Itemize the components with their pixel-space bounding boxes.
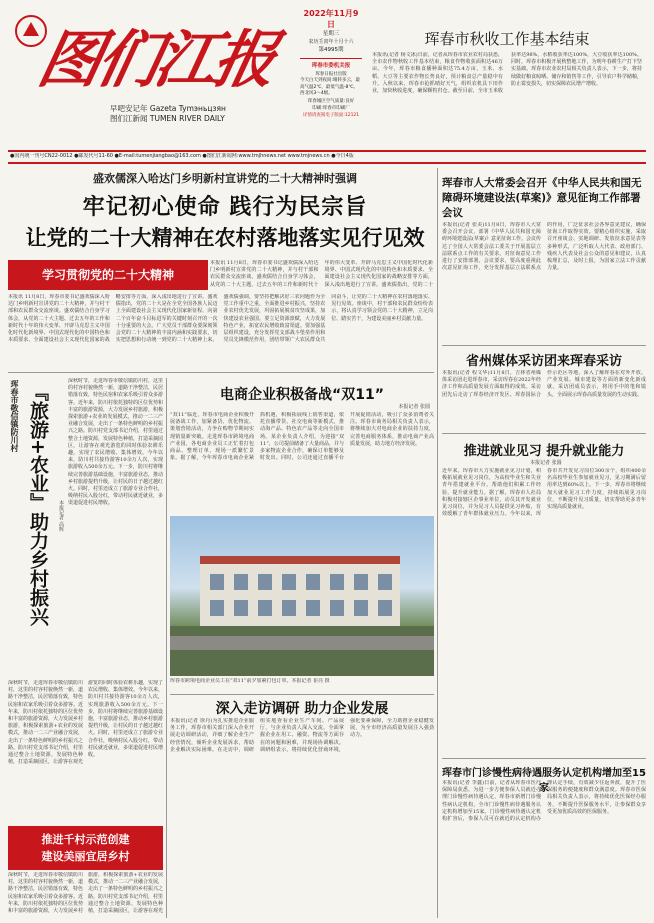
study-section-label: 学习贯彻党的二十大精神 (8, 260, 208, 290)
banner-headline-1: 牢记初心使命 践行为民宗旨 (82, 195, 368, 220)
banner-headline-2: 让党的二十大精神在农村落地落实见行见效 (25, 226, 425, 250)
provincial-media-body: 本报讯(记者 程文华)11月8日，吉林省州媒体采访团走进珲春市，采访珲春在2022年经济工作和高质量发展方面取得的成效。采访团先后走访了珲春经济开发区、珲春国际合作示范区等地，深入了解珲春在对外开放、产业发展、城市建设等方面的新变化新成就。采访团成员表示，将用手中的笔和镜头，全面展示珲春高质量发展的生动实践。 (442, 370, 646, 398)
banner-kicker: 盛欢儒深入哈达门乡明新村宣讲党的二十大精神时强调 (93, 172, 357, 185)
weather-line-2: 今天白天到夜间:晴转多云，最高气温2℃，最低气温-8℃。西北风3～4级。 (300, 78, 361, 96)
npc-meeting-body: 本报讯(记者 张美)11月8日，珲春市人大常委会召开会议，部署《中华人民共和国无障碍环境建设法(草案)》意见征询工作。会议传达了全国人大常委会法工委关于开展基层立法联系点工作的有关要求，对征询意见工作进行了安排部署。会议要求，要高度重视此次意见征询工作，充分发挥基层立法联系点的作用，广泛征求社会各界意见建议，确保征询工作取得实效。要精心组织实施，采取召开座谈会、实地调研、发放征求意见表等多种形式，广泛听取人大代表、政府部门、残疾人代表及社会公众的意见和建议，认真梳理汇总，及时上报，为国家立法工作贡献力量。 (442, 222, 646, 272)
promo-line-2: 建设美丽宜居乡村 (41, 850, 130, 863)
issue-number: 第4995期 (318, 47, 344, 53)
masthead (0, 0, 654, 150)
enterprise-visit-body: 本报讯(记者 徐丹)为扎实推进企业服务工作，珲春市相关部门深入企业开展走访调研活动，详细了解企业生产经营情况，倾听企业发展诉求，帮助企业解决实际困难。在走访中，调研组实地查看企业生产车间、产品展厅，与企业负责人深入交流，全面掌握企业在用工、融资、物流等方面存在的问题和困难，并现场协调解决。调研组表示，将持续优化营商环境，强化要素保障，全力助推企业稳健发展，为全市经济高质量发展注入强劲动力。 (170, 718, 434, 753)
village-byline: 本报记者 高辉 (58, 500, 64, 532)
top-right-article-body: 本报讯(记者 杨文冰)日前，记者从珲春市农业农村局获悉，全市农作物秋收工作基本结束，粮食作物收获面积达46万亩。今年，珲春市粮食播种面积达75.4万亩，玉米、水稻、大豆等主要农作物长势良好，预计粮食总产量稳中有升。入秋以来，珲春市抢抓晴好天气，组织农机具下田作业，加快秋收进度，确保颗粒归仓。截至目前，全市玉米收获率达98%，水稻收获率达100%，大豆收获率达100%。同时，珲春市积极开展秋整地工作，为明年春耕生产打下坚实基础。珲春市农业农村局相关负责人表示，下一步，将持续做好粮食晾晒、储存和销售等工作，引导农户科学储粮，防止霉变损失，切实保障农民增产增收。 (372, 52, 642, 95)
issue-weekday: 星期三 (322, 31, 340, 37)
provincial-media-headline: 省州媒体采访团来珲春采访 (465, 354, 622, 369)
village-vertical-headline: 『旅游+农业』助力乡村振兴 (27, 382, 49, 626)
bottom-left-promo-body: 深秋时节，走进珲春市敬信镇防川村，这里的村容村貌焕然一新，道路干净整洁，民居错落有致，特色民宿和农家乐吸引着众多游客。近年来，防川村依托独特的区位优势和丰富的旅游资源，大力发展乡村旅游，积极探索旅游+农业的发展模式，推动一二三产业融合发展，走出了一条特色鲜明的乡村振兴之路。防川村党支部书记介绍，村里通过整合土地资源，发展特色种植，打造采摘园区，让游客在观光 (8, 872, 163, 915)
issue-date-block (300, 8, 362, 140)
ecommerce-article-body: “双11”临近，珲春市电商企业积极开展备战工作，加紧备货、优化物流、策划营销活动，力争在购物节期间实现销量新突破。走进珲春市跨境电商产业园，各电商企业员工正忙着打包商品、整理订单，现场一派繁忙景象。据了解，今年珲春市电商企业紧抓机遇，积极拓展线上销售渠道，依托直播带货、社交电商等新模式，推动海产品、特色农产品等走向全国市场。某企业负责人介绍，为迎接“双11”，公司提前储备了大量商品，并与多家物流企业合作，确保订单能够及时发出。同时，公司还通过直播平台开展促销活动，吸引了众多消费者关注。珲春市商务局相关负责人表示，将继续加大对电商企业的扶持力度，完善电商服务体系，推动电商产业高质量发展，助力地方经济发展。 (170, 412, 434, 462)
newspaper-logo: 图们江报 (32, 23, 280, 96)
promo-line-1: 推进千村示范创建 (41, 833, 130, 846)
employment-headline: 推进就业见习 提升就业能力 (463, 444, 625, 459)
info-bar: ●国内统一刊号CN22-0012 ●邮发代号11-60 ●E-mail:tumenjiangbao@163.com ●图们江新闻网:www.tmjhnews.net www.tmjnews.cn ●今日4版 (10, 153, 354, 159)
issue-lunar: 农历壬寅年十月十六 (308, 39, 354, 45)
employment-byline: 本报记者 张圆 (530, 460, 562, 466)
ecommerce-byline: 本报记者 张圆 (398, 404, 430, 410)
top-right-headline: 珲春市秋收工作基本结束 (424, 30, 590, 48)
village-article-body-lower: 深秋时节，走进珲春市敬信镇防川村，这里的村容村貌焕然一新，道路干净整洁，民居错落有致，特色民宿和农家乐吸引着众多游客。近年来，防川村依托独特的区位优势和丰富的旅游资源，大力发展乡村旅游，积极探索旅游+农业的发展模式，推动一二三产业融合发展，走出了一条特色鲜明的乡村振兴之路。防川村党支部书记介绍，村里通过整合土地资源，发展特色种植，打造采摘园区，让游客在观光游览的同时体验农耕乐趣，实现了农民增收、集体增效。今年以来，防川村共接待游客10余万人次，实现旅游收入500余万元。下一步，防川村将继续完善旅游基础设施，丰富旅游业态，推动乡村旅游提档升级，让村民的日子越过越红火。同时，村里还成立了旅游专业合作社，吸纳村民入股分红，带动村民就近就业，多渠道促进村民增收。 (8, 680, 163, 766)
issue-date: 2022年11月9日 (303, 9, 359, 29)
employment-body: 近年来，珲春市大力实施就业见习计划，积极拓展就业见习岗位，为高校毕业生和失业青年搭建就业平台，帮助他们积累工作经验，提升就业能力。据了解，珲春市人社局积极对接辖区企事业单位，动员其开发就业见习岗位，并为见习人员提供见习补贴，有效缓解了青年群体就业压力。今年以来，珲春市共开发见习岗位300余个，组织400余名高校毕业生参加就业见习，见习期满后留用率达到60%以上。下一步，珲春市将继续加大就业见习工作力度，持续拓展见习岗位，不断提升见习质量，切实帮助更多青年实现高质量就业。 (442, 468, 646, 518)
ecommerce-photo (170, 516, 434, 676)
print-info: 印刷:珲春市印刷厂 (312, 105, 350, 111)
enterprise-visit-headline: 深入走访调研 助力企业发展 (215, 701, 389, 717)
outpatient-headline: 珲春市门诊慢性病待遇服务认定机构增加至15家 (442, 768, 646, 794)
electronic-edition-note: 详情请查阅电子版面:12121 (302, 112, 360, 118)
bottom-left-promo (8, 826, 163, 870)
outpatient-body: 本报讯(记者 李鑫)日前，记者从珲春市医疗保障局获悉，为进一步方便参保人员就近办理门诊慢性病待遇认定，珲春市新增门诊慢性病认定机构，全市门诊慢性病待遇服务认定机构增加至15家。门诊慢性病待遇认定机构扩容后，参保人员可在就近的认定机构办理认定手续，有效减少往返奔波，提升了医保服务的便捷度和群众满意度。珲春市医保局相关负责人表示，将持续优化医保经办服务，不断提升医保服务水平，让参保群众享受更加优质高效的医保服务。 (442, 780, 646, 823)
npc-meeting-headline: 珲春市人大常委会召开《中华人民共和国无障碍环境建设法(草案)》意见征询工作部署会议 (442, 177, 642, 219)
village-article-body: 深秋时节，走进珲春市敬信镇防川村，这里的村容村貌焕然一新，道路干净整洁，民居错落有致，特色民宿和农家乐吸引着众多游客。近年来，防川村依托独特的区位优势和丰富的旅游资源，大力发展乡村旅游，积极探索旅游+农业的发展模式，推动一二三产业融合发展，走出了一条特色鲜明的乡村振兴之路。防川村党支部书记介绍，村里通过整合土地资源，发展特色种植，打造采摘园区，让游客在观光游览的同时体验农耕乐趣，实现了农民增收、集体增效。今年以来，防川村共接待游客10余万人次，实现旅游收入500余万元。下一步，防川村将继续完善旅游基础设施，丰富旅游业态，推动乡村旅游提档升级，让村民的日子越过越红火。同时，村里还成立了旅游专业合作社，吸纳村民入股分红，带动村民就近就业，多渠道促进村民增收。 (68, 378, 163, 507)
logo-subtitle-2: 图们江新闻 TUMEN RIVER DAILY (110, 114, 225, 123)
weather-title: 珲春市委机关报 (311, 63, 351, 69)
village-vertical-label: 珲春市敬信镇防川村 (10, 380, 19, 452)
lead-article-body: 本报讯 11月8日，珲春市委书记盛欢儒深入哈达门乡明新村宣讲党的二十大精神，并与村干部和农民群众交流座谈。盛欢儒结合自身学习体会，从党的二十大主题、过去五年的工作和新时代十年的伟大变革、开辟马克思主义中国化时代化新境界、中国式现代化的中国特色和本质要求、全面建设社会主义现代化国家的战略安排等方面，深入浅出地进行了宣讲。盛欢儒指出，党的二十大是在全党全国各族人民迈上全面建设社会主义现代化国家新征程、向第二个百年奋斗目标进军的关键时刻召开的一次十分重要的大会。广大党员干部群众要深刻领会党的二十大精神的丰富内涵和实践要求，切实把思想和行动统一到党的二十大精神上来。盛欢儒强调，要坚持把解决好三农问题作为全党工作重中之重，全面推进乡村振兴，坚持农业农村优先发展，巩固拓展脱贫攻坚成果，加快建设农业强国。要立足资源禀赋，大力发展特色产业，拓宽农民增收致富渠道。要加强基层组织建设，充分发挥党支部战斗堡垒作用和党员先锋模范作用，团结带领广大农民群众共同奋斗，让党的二十大精神在农村落地落实、见行见效。座谈中，村干部和农民群众纷纷表示，将认真学习领会党的二十大精神，立足岗位、踏实苦干，为建设美丽乡村贡献力量。 (8, 294, 433, 344)
lead-article-body-right: 本报讯 11月8日，珲春市委书记盛欢儒深入哈达门乡明新村宣讲党的二十大精神，并与村干部和农民群众交流座谈。盛欢儒结合自身学习体会，从党的二十大主题、过去五年的工作和新时代十年的伟大变革、开辟马克思主义中国化时代化新境界、中国式现代化的中国特色和本质要求、全面建设社会主义现代化国家的战略安排等方面，深入浅出地进行了宣讲。盛欢儒指出，党的二十 (210, 260, 433, 288)
ecommerce-photo-caption: 珲春市跨境电商企业员工在“双11”前夕加紧打包订单。本报记者 崔亮 摄 (170, 678, 330, 684)
weather-line-1: 珲春日报社出版 (315, 72, 347, 77)
logo-subtitle-1: 早吧安记年 Gazeta Tymэньцзян (110, 104, 226, 113)
ecommerce-headline: 电商企业积极备战“双11” (220, 387, 384, 403)
weather-line-3: 珲春城区空气质量:良好 (307, 98, 355, 104)
